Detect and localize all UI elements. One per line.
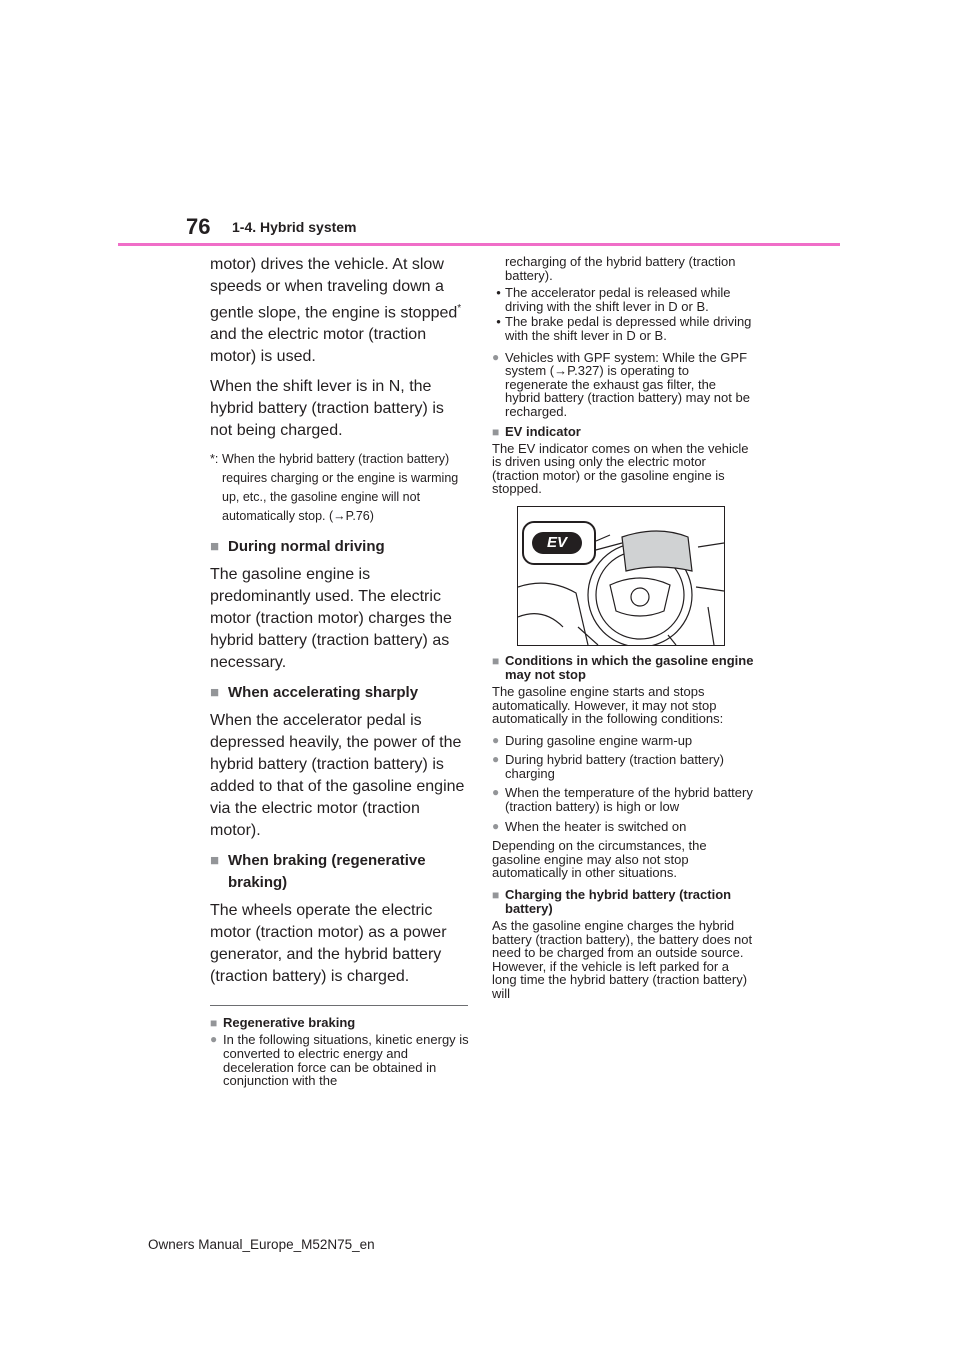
dot-bullet-icon bbox=[492, 351, 505, 419]
list-item: ● In the following situations, kinetic energy is converted to electric energy and deceleration force can be obtained in conjunction with the bbox=[210, 1033, 470, 1087]
footnote-mark: *: bbox=[210, 452, 219, 467]
heading-engine-may-not-stop: ■ Conditions in which the gasoline engine may not stop bbox=[492, 654, 754, 682]
ev-indicator-illustration bbox=[517, 506, 725, 646]
dot-bullet-icon bbox=[210, 1033, 223, 1087]
square-bullet-icon bbox=[210, 682, 228, 704]
dot-bullet-icon bbox=[492, 786, 505, 813]
square-bullet-icon bbox=[210, 850, 228, 894]
square-bullet-icon bbox=[492, 654, 505, 682]
dot-bullet-icon bbox=[492, 734, 505, 748]
dot-bullet-icon bbox=[492, 820, 505, 834]
ev-indicator-icon bbox=[522, 521, 596, 565]
heading-normal-driving: ■ During normal driving bbox=[210, 536, 470, 558]
left-paragraph-3: The gasoline engine is predominantly used. The electric motor (traction motor) charges the hybrid battery (traction battery) as necessary. bbox=[210, 566, 452, 672]
square-bullet-icon bbox=[210, 536, 228, 558]
footer-text: Owners Manual_Europe_M52N75_en bbox=[148, 1237, 375, 1252]
list-item: • The brake pedal is depressed while driving with the shift lever in D or B. bbox=[492, 315, 754, 342]
square-bullet-icon bbox=[210, 1016, 223, 1030]
left-paragraph-4: When the accelerator pedal is depressed heavily, the power of the hybrid battery (traction battery) is added to that of the gasoline engine via the electric motor (traction motor). bbox=[210, 712, 465, 840]
heading-braking: ■ When braking (regenerative braking) bbox=[210, 850, 470, 894]
header-divider bbox=[118, 243, 840, 246]
right-paragraph-2: The EV indicator comes on when the vehicle is driven using only the electric motor (traction motor) or the gasoline engine is stopped. bbox=[492, 440, 749, 497]
left-paragraph-2: When the shift lever is in N, the hybrid battery (traction battery) is not being charged. bbox=[210, 378, 444, 440]
list-item: ● Vehicles with GPF system: While the GPF system (→P.327) is operating to regenerate the exhaust gas filter, the hybrid battery (traction battery) may not be recharged. bbox=[492, 351, 754, 419]
list-item: ● During hybrid battery (traction battery) charging bbox=[492, 753, 754, 780]
list-item: ● When the temperature of the hybrid battery (traction battery) is high or low bbox=[492, 786, 754, 813]
left-column bbox=[210, 254, 470, 1094]
footnote-ref: * bbox=[457, 303, 462, 314]
section-title: 1-4. Hybrid system bbox=[232, 219, 357, 235]
right-paragraph-4: Depending on the circumstances, the gasoline engine may also not stop automatically in other situations. bbox=[492, 838, 707, 881]
left-paragraph-5: The wheels operate the electric motor (traction motor) as a power generator, and the hybrid battery (traction battery) is charged. bbox=[210, 902, 447, 986]
right-column bbox=[492, 255, 754, 1005]
footnote bbox=[210, 450, 470, 526]
list-item: ● During gasoline engine warm-up bbox=[492, 734, 754, 748]
square-bullet-icon bbox=[492, 425, 505, 439]
page-number: 76 bbox=[186, 214, 211, 239]
heading-ev-indicator: ■ EV indicator bbox=[492, 425, 754, 439]
right-paragraph-3: The gasoline engine starts and stops automatically. However, it may not stop automatically in the following conditions: bbox=[492, 683, 724, 727]
ev-label: EV bbox=[532, 532, 582, 554]
section-divider bbox=[210, 1005, 468, 1006]
heading-regenerative-braking: ■ Regenerative braking bbox=[210, 1016, 470, 1030]
square-bullet-icon bbox=[492, 888, 505, 916]
heading-accelerating: ■ When accelerating sharply bbox=[210, 682, 470, 704]
bullet-icon bbox=[492, 286, 505, 313]
left-paragraph-1: motor) drives the vehicle. At slow speeds or when traveling down a gentle slope, the engine is stopped* and the electric motor (traction motor) is used. bbox=[210, 256, 462, 366]
dot-bullet-icon bbox=[492, 753, 505, 780]
heading-charging-hybrid-battery: ■ Charging the hybrid battery (traction battery) bbox=[492, 888, 754, 916]
footnote-text: When the hybrid battery (traction battery) requires charging or the engine is warming up, etc., the gasoline engine will not automatically stop. (→P.76) bbox=[222, 452, 459, 524]
bullet-icon bbox=[492, 315, 505, 342]
right-paragraph-1: recharging of the hybrid battery (traction battery). bbox=[505, 254, 736, 283]
right-paragraph-5: As the gasoline engine charges the hybrid battery (traction battery), the battery does not need to be charged from an outside source. However, if the vehicle is left parked for a long time the hybrid battery (traction battery) will bbox=[492, 918, 753, 1001]
list-item: • The accelerator pedal is released while driving with the shift lever in D or B. bbox=[492, 286, 754, 313]
list-item: ● When the heater is switched on bbox=[492, 820, 754, 834]
